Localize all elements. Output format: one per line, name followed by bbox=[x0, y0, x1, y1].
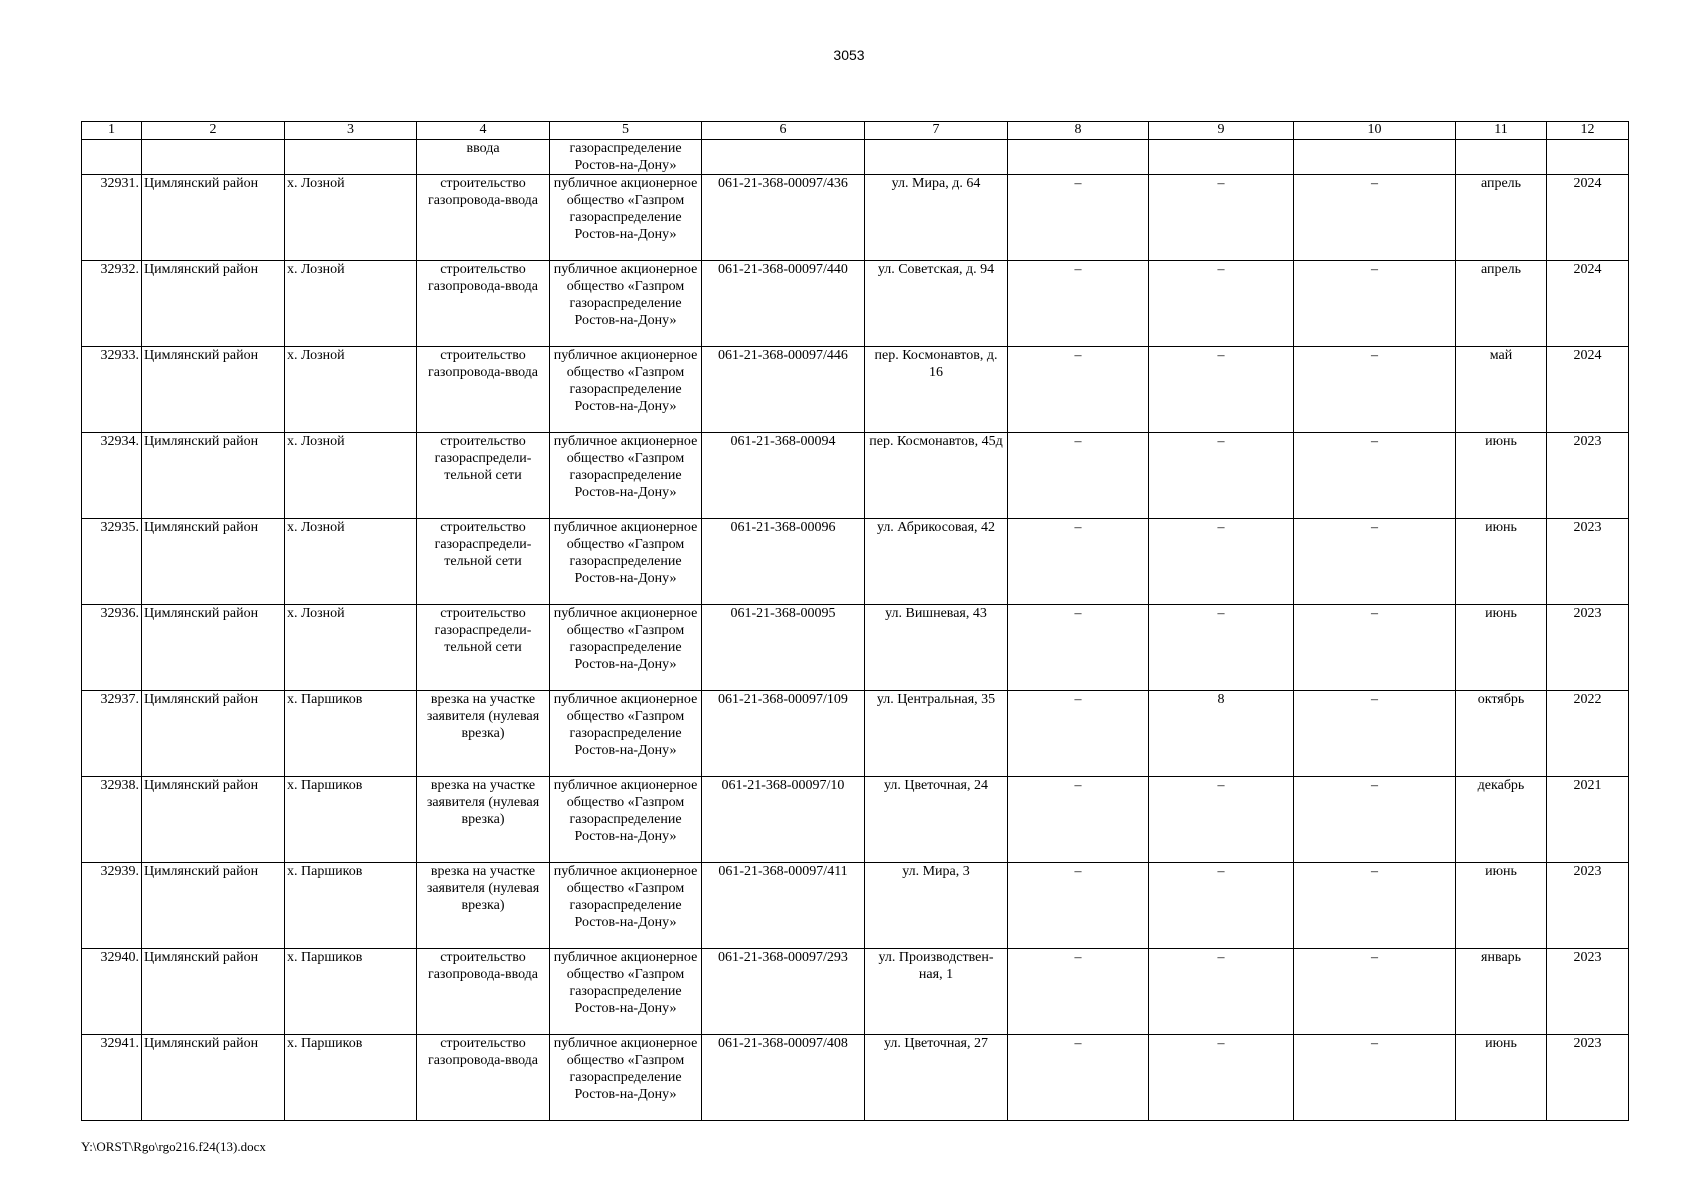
locality: х. Паршиков bbox=[285, 949, 417, 1035]
organization: публичное акционерное общество «Газпром газораспределение Ростов-на-Дону» bbox=[550, 863, 702, 949]
col-10-value: – bbox=[1294, 175, 1456, 261]
col-9-value: – bbox=[1149, 605, 1294, 691]
table-row bbox=[82, 1035, 1629, 1121]
registry-code: 061-21-368-00094 bbox=[702, 433, 865, 519]
table-row bbox=[82, 863, 1629, 949]
month: июнь bbox=[1456, 1035, 1547, 1121]
month: июнь bbox=[1456, 863, 1547, 949]
district: Цимлянский район bbox=[142, 1035, 285, 1121]
row-number: 32936. bbox=[82, 605, 142, 691]
locality: х. Паршиков bbox=[285, 1035, 417, 1121]
row-number: 32938. bbox=[82, 777, 142, 863]
col-9-value: – bbox=[1149, 519, 1294, 605]
address: ул. Мира, 3 bbox=[865, 863, 1008, 949]
col-8-value: – bbox=[1008, 863, 1149, 949]
district: Цимлянский район bbox=[142, 347, 285, 433]
district: Цимлянский район bbox=[142, 519, 285, 605]
locality: х. Лозной bbox=[285, 519, 417, 605]
col-8-value: – bbox=[1008, 261, 1149, 347]
month: май bbox=[1456, 347, 1547, 433]
col-8-value: – bbox=[1008, 777, 1149, 863]
locality: х. Паршиков bbox=[285, 777, 417, 863]
work-type: строительство газопровода-ввода bbox=[417, 949, 550, 1035]
col-8-value: – bbox=[1008, 347, 1149, 433]
work-type: строительство газораспредели-тельной сети bbox=[417, 605, 550, 691]
row-number: 32933. bbox=[82, 347, 142, 433]
organization: публичное акционерное общество «Газпром газораспределение Ростов-на-Дону» bbox=[550, 949, 702, 1035]
district: Цимлянский район bbox=[142, 863, 285, 949]
district: Цимлянский район bbox=[142, 605, 285, 691]
col-header: 5 bbox=[550, 122, 702, 140]
row-number: 32937. bbox=[82, 691, 142, 777]
col-header: 11 bbox=[1456, 122, 1547, 140]
address: пер. Космонавтов, 45д bbox=[865, 433, 1008, 519]
year: 2024 bbox=[1547, 261, 1629, 347]
col-10-value: – bbox=[1294, 777, 1456, 863]
month: октябрь bbox=[1456, 691, 1547, 777]
address: ул. Центральная, 35 bbox=[865, 691, 1008, 777]
address: ул. Мира, д. 64 bbox=[865, 175, 1008, 261]
col-10-value: – bbox=[1294, 433, 1456, 519]
continuation-row bbox=[82, 140, 1629, 175]
organization: публичное акционерное общество «Газпром газораспределение Ростов-на-Дону» bbox=[550, 691, 702, 777]
col-9-value: – bbox=[1149, 261, 1294, 347]
registry-code: 061-21-368-00097/440 bbox=[702, 261, 865, 347]
work-type: строительство газораспредели-тельной сети bbox=[417, 519, 550, 605]
organization: публичное акционерное общество «Газпром газораспределение Ростов-на-Дону» bbox=[550, 261, 702, 347]
registry-code: 061-21-368-00097/411 bbox=[702, 863, 865, 949]
locality: х. Лозной bbox=[285, 347, 417, 433]
col-10-value: – bbox=[1294, 1035, 1456, 1121]
address: ул. Цветочная, 24 bbox=[865, 777, 1008, 863]
organization: публичное акционерное общество «Газпром газораспределение Ростов-на-Дону» bbox=[550, 519, 702, 605]
address: пер. Космонавтов, д. 16 bbox=[865, 347, 1008, 433]
col-10-value: – bbox=[1294, 605, 1456, 691]
col-header: 2 bbox=[142, 122, 285, 140]
table-row bbox=[82, 433, 1629, 519]
row-number: 32941. bbox=[82, 1035, 142, 1121]
year: 2023 bbox=[1547, 519, 1629, 605]
address: ул. Цветочная, 27 bbox=[865, 1035, 1008, 1121]
organization: публичное акционерное общество «Газпром газораспределение Ростов-на-Дону» bbox=[550, 175, 702, 261]
col-8-value: – bbox=[1008, 175, 1149, 261]
col-9-value: – bbox=[1149, 1035, 1294, 1121]
col-10-value: – bbox=[1294, 863, 1456, 949]
address: ул. Производствен-ная, 1 bbox=[865, 949, 1008, 1035]
table-row bbox=[82, 691, 1629, 777]
col-header: 1 bbox=[82, 122, 142, 140]
col-9-value: – bbox=[1149, 175, 1294, 261]
table-row bbox=[82, 949, 1629, 1035]
table-row bbox=[82, 605, 1629, 691]
locality: х. Паршиков bbox=[285, 691, 417, 777]
col-header: 4 bbox=[417, 122, 550, 140]
column-number-row bbox=[82, 122, 1629, 140]
col-10-value: – bbox=[1294, 347, 1456, 433]
col-10-value: – bbox=[1294, 949, 1456, 1035]
col-header: 3 bbox=[285, 122, 417, 140]
year: 2023 bbox=[1547, 433, 1629, 519]
table-row bbox=[82, 261, 1629, 347]
district: Цимлянский район bbox=[142, 433, 285, 519]
organization: публичное акционерное общество «Газпром газораспределение Ростов-на-Дону» bbox=[550, 347, 702, 433]
col-8-value: – bbox=[1008, 605, 1149, 691]
year: 2024 bbox=[1547, 347, 1629, 433]
row-number: 32940. bbox=[82, 949, 142, 1035]
address: ул. Советская, д. 94 bbox=[865, 261, 1008, 347]
col-10-value: – bbox=[1294, 691, 1456, 777]
registry-code: 061-21-368-00097/293 bbox=[702, 949, 865, 1035]
month: январь bbox=[1456, 949, 1547, 1035]
address: ул. Абрикосовая, 42 bbox=[865, 519, 1008, 605]
registry-code: 061-21-368-00097/446 bbox=[702, 347, 865, 433]
col-header: 8 bbox=[1008, 122, 1149, 140]
month: июнь bbox=[1456, 605, 1547, 691]
work-type: строительство газопровода-ввода bbox=[417, 261, 550, 347]
registry-code: 061-21-368-00097/408 bbox=[702, 1035, 865, 1121]
registry-code: 061-21-368-00097/10 bbox=[702, 777, 865, 863]
col-8-value: – bbox=[1008, 433, 1149, 519]
month: апрель bbox=[1456, 175, 1547, 261]
locality: х. Лозной bbox=[285, 433, 417, 519]
table-row bbox=[82, 175, 1629, 261]
locality: х. Паршиков bbox=[285, 863, 417, 949]
work-type: врезка на участке заявителя (нулевая врезка) bbox=[417, 691, 550, 777]
row-number: 32939. bbox=[82, 863, 142, 949]
year: 2023 bbox=[1547, 863, 1629, 949]
col-header: 10 bbox=[1294, 122, 1456, 140]
row-number: 32935. bbox=[82, 519, 142, 605]
year: 2023 bbox=[1547, 1035, 1629, 1121]
month: апрель bbox=[1456, 261, 1547, 347]
col-9-value: – bbox=[1149, 777, 1294, 863]
row-number: 32934. bbox=[82, 433, 142, 519]
locality: х. Лозной bbox=[285, 175, 417, 261]
register-table bbox=[81, 121, 1629, 1121]
locality: х. Лозной bbox=[285, 261, 417, 347]
year: 2021 bbox=[1547, 777, 1629, 863]
work-type: строительство газораспредели-тельной сети bbox=[417, 433, 550, 519]
col-9-value: – bbox=[1149, 347, 1294, 433]
work-type: строительство газопровода-ввода bbox=[417, 347, 550, 433]
work-type: строительство газопровода-ввода bbox=[417, 175, 550, 261]
organization: публичное акционерное общество «Газпром газораспределение Ростов-на-Дону» bbox=[550, 605, 702, 691]
month: июнь bbox=[1456, 519, 1547, 605]
table-row bbox=[82, 777, 1629, 863]
district: Цимлянский район bbox=[142, 949, 285, 1035]
row-number: 32931. bbox=[82, 175, 142, 261]
registry-code: 061-21-368-00096 bbox=[702, 519, 865, 605]
registry-code: 061-21-368-00097/436 bbox=[702, 175, 865, 261]
footer-file-path: Y:\ORST\Rgo\rgo216.f24(13).docx bbox=[81, 1139, 266, 1154]
year: 2023 bbox=[1547, 949, 1629, 1035]
col-9-value: – bbox=[1149, 949, 1294, 1035]
col-8-value: – bbox=[1008, 519, 1149, 605]
col-header: 7 bbox=[865, 122, 1008, 140]
organization: публичное акционерное общество «Газпром газораспределение Ростов-на-Дону» bbox=[550, 433, 702, 519]
col-10-value: – bbox=[1294, 519, 1456, 605]
row-number: 32932. bbox=[82, 261, 142, 347]
table-row bbox=[82, 519, 1629, 605]
col-10-value: – bbox=[1294, 261, 1456, 347]
district: Цимлянский район bbox=[142, 691, 285, 777]
col-9-value: – bbox=[1149, 433, 1294, 519]
month: декабрь bbox=[1456, 777, 1547, 863]
col-9-value: – bbox=[1149, 863, 1294, 949]
year: 2024 bbox=[1547, 175, 1629, 261]
col-9-value: 8 bbox=[1149, 691, 1294, 777]
address: ул. Вишневая, 43 bbox=[865, 605, 1008, 691]
table-row bbox=[82, 347, 1629, 433]
locality: х. Лозной bbox=[285, 605, 417, 691]
year: 2022 bbox=[1547, 691, 1629, 777]
col-8-value: – bbox=[1008, 949, 1149, 1035]
page-number: 3053 bbox=[833, 47, 865, 63]
registry-code: 061-21-368-00097/109 bbox=[702, 691, 865, 777]
continuation-org: газораспределение Ростов-на-Дону» bbox=[550, 140, 702, 175]
district: Цимлянский район bbox=[142, 261, 285, 347]
district: Цимлянский район bbox=[142, 777, 285, 863]
organization: публичное акционерное общество «Газпром газораспределение Ростов-на-Дону» bbox=[550, 1035, 702, 1121]
col-header: 12 bbox=[1547, 122, 1629, 140]
work-type: врезка на участке заявителя (нулевая врезка) bbox=[417, 777, 550, 863]
year: 2023 bbox=[1547, 605, 1629, 691]
district: Цимлянский район bbox=[142, 175, 285, 261]
col-8-value: – bbox=[1008, 691, 1149, 777]
col-header: 9 bbox=[1149, 122, 1294, 140]
month: июнь bbox=[1456, 433, 1547, 519]
organization: публичное акционерное общество «Газпром газораспределение Ростов-на-Дону» bbox=[550, 777, 702, 863]
col-header: 6 bbox=[702, 122, 865, 140]
col-8-value: – bbox=[1008, 1035, 1149, 1121]
registry-code: 061-21-368-00095 bbox=[702, 605, 865, 691]
continuation-work: ввода bbox=[417, 140, 550, 175]
work-type: строительство газопровода-ввода bbox=[417, 1035, 550, 1121]
work-type: врезка на участке заявителя (нулевая врезка) bbox=[417, 863, 550, 949]
